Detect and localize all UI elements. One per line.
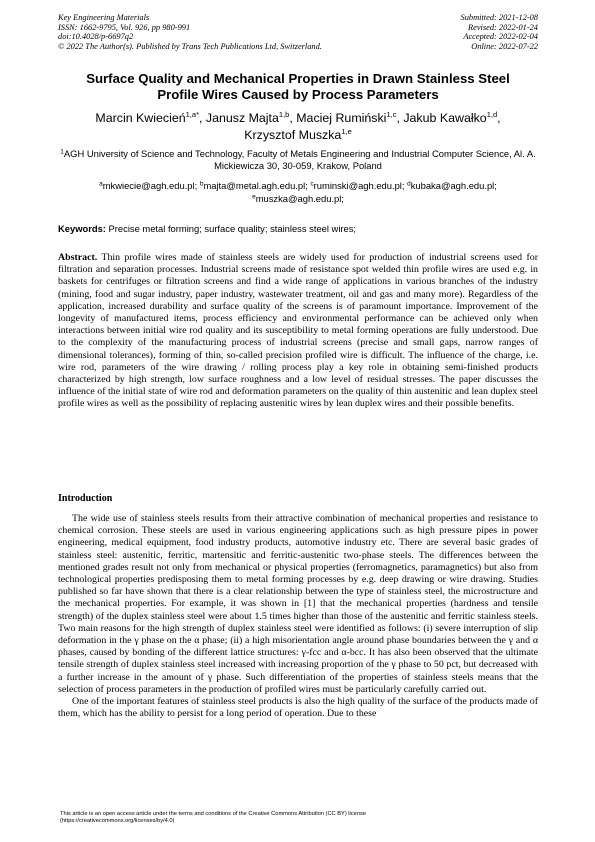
- email-list: [58, 180, 538, 205]
- doi-link[interactable]: doi:10.4028/p-6697q2: [58, 32, 134, 42]
- author-superscript: 1,e: [341, 127, 352, 136]
- author-separator: ,: [497, 111, 501, 125]
- author-separator: ,: [289, 111, 297, 125]
- introduction-body: [58, 513, 538, 720]
- author-superscript: 1,b: [278, 110, 290, 119]
- email-link[interactable]: kubaka@agh.edu.pl;: [410, 180, 497, 191]
- submitted-date: Submitted: 2021-12-08: [460, 13, 538, 22]
- license-footer: [60, 811, 530, 825]
- author-name: Maciej Rumiński: [296, 111, 387, 125]
- email-superscript: b: [199, 180, 204, 188]
- author-name: Janusz Majta: [205, 111, 279, 125]
- email-link[interactable]: majta@metal.agh.edu.pl;: [203, 180, 311, 191]
- abstract-label: Abstract.: [58, 252, 98, 263]
- email-superscript: c: [310, 180, 314, 188]
- paper-title: [58, 71, 538, 103]
- dates-header: [461, 13, 538, 51]
- email-superscript: d: [407, 180, 411, 188]
- journal-issn: ISSN: 1662-9795, Vol. 926, pp 980-991: [58, 22, 191, 32]
- online-date: Online: 2022-07-22: [471, 41, 538, 51]
- author-superscript: 1,a*: [185, 110, 199, 119]
- license-line: This article is an open access article under the terms and conditions of the Creative Commons Attribution (CC BY) license: [60, 811, 366, 817]
- email-link[interactable]: muszka@agh.edu.pl;: [255, 192, 344, 204]
- affiliation: [60, 148, 536, 172]
- affiliation-superscript: 1: [60, 148, 64, 156]
- author-separator: ,: [396, 111, 404, 125]
- author-name: Jakub Kawałko: [403, 111, 487, 125]
- author-name: Marcin Kwiecień: [95, 111, 186, 125]
- email-link[interactable]: mkwiecie@agh.edu.pl;: [102, 180, 200, 191]
- accepted-date: Accepted: 2022-02-04: [463, 32, 538, 42]
- keywords-text: Precise metal forming; surface quality; stainless steel wires;: [108, 223, 357, 234]
- paragraph: One of the important features of stainless steel products is also the high quality of the surface of the products made of them, which has the ability to persist for a long period of operation. Due to these: [58, 696, 538, 720]
- license-url[interactable]: (https://creativecommons.org/licenses/by/4.0): [60, 818, 175, 824]
- revised-date: Revised: 2022-01-24: [467, 22, 538, 32]
- author-superscript: 1,d: [486, 110, 498, 119]
- author-separator: ,: [199, 111, 206, 125]
- email-superscript: e: [252, 193, 256, 200]
- abstract: [58, 252, 538, 411]
- paragraph: The wide use of stainless steels results from their attractive combination of mechanical properties and resistance to chemical corrosion. These steels are used in various engineering applications such as high pressure pipes in power engineering, medical equipment, food industry products, automotive industry etc. There are several basic grades of stainless steel: austenitic, ferritic, martensitic and ferritic-austenitic two-phase steels. The differences between the mentioned grades result not only from mechanical or physical properties (ferromagnetics, paramagnetics) but also from technological properties predisposing them to metal forming processes by e.g. deep drawing or wire drawing. Studies published so far have shown that there is a clear relationship between the type of stainless steel, the microstructure and the mechanical properties. For example, it was shown in [1] that the mechanical properties (hardness and tensile strength) of the duplex stainless steel were about 1.5 times higher than those of the austenitic and ferritic stainless steels. Two main reasons for the high strength of duplex stainless steel were identified as follows: (i) severe interruption of slip deformation in the γ phase on the α phase; (ii) a high misorientation angle around phase boundaries between the γ and α phases, caused by bonding of the different lattice structures: γ-fcc and α-bcc. It has also been observed that the ultimate tensile strength of duplex stainless steel increased with increasing proportion of the γ phase to 50 pct, but decreased with a further increase in the amount of γ phase. Such differentiation of the properties of stainless steels means that the selection of process parameters in the production of profiled wires must be particularly carefully carried out.: [58, 513, 538, 695]
- title-line-1: Surface Quality and Mechanical Properties in Drawn Stainless Steel: [86, 71, 510, 86]
- author-list: [50, 110, 546, 144]
- title-line-2: Profile Wires Caused by Process Parameters: [157, 87, 439, 102]
- keywords-label: Keywords:: [58, 223, 106, 234]
- author-superscript: 1,c: [386, 110, 397, 119]
- copyright-line: © 2022 The Author(s). Published by Trans Tech Publications Ltd, Switzerland.: [58, 41, 322, 51]
- author-name: Krzysztof Muszka: [244, 128, 342, 142]
- abstract-text: Thin profile wires made of stainless steels are widely used for production of industrial screens used for filtration and separation processes. Industrial screens made of resistance spot welded thin profile wires are used e.g. in baskets for centrifuges or filtration screens and find a wide range of applications in various branches of the industry (mining, food and sugar industry, paper industry, wastewater treatment, oil and gas and many more). Regardless of the application, increased durability and surface quality of the screens is of paramount importance. Improvement of the longevity of manufactured items, process efficiency and environmental performance can be achieved only when interactions between initial wire rod quality and its susceptibility to metal forming operations are fully understood. Due to the complexity of the manufacturing process of industrial screens (precise and small gaps, narrow ranges of dimensional tolerances), forming of thin, so-called precision profiled wire is difficult. The influence of the charge, i.e. wire rod, parameters of the wire drawing / rolling process play a key role in obtaining semi-finished products characterized by high strength, low surface roughness and a low level of residual stresses. The paper discusses the influence of the initial state of wire rod and deformation parameters on the quality of thin austenitic and lean duplex steel profile wires as well as the possibility of replacing austenitic wires by lean duplex wires and their possible benefits.: [58, 252, 538, 410]
- journal-header: [58, 13, 322, 51]
- keywords: [58, 223, 538, 235]
- email-superscript: a: [99, 180, 103, 188]
- section-heading-introduction: Introduction: [58, 493, 113, 504]
- email-link[interactable]: ruminski@agh.edu.pl;: [313, 180, 408, 191]
- journal-name: Key Engineering Materials: [58, 13, 150, 22]
- affiliation-text: AGH University of Science and Technology, Faculty of Metals Engineering and Industrial Computer Science, Al. A. Mickiewicza 30, 30-059, Krakow, Poland: [63, 148, 536, 171]
